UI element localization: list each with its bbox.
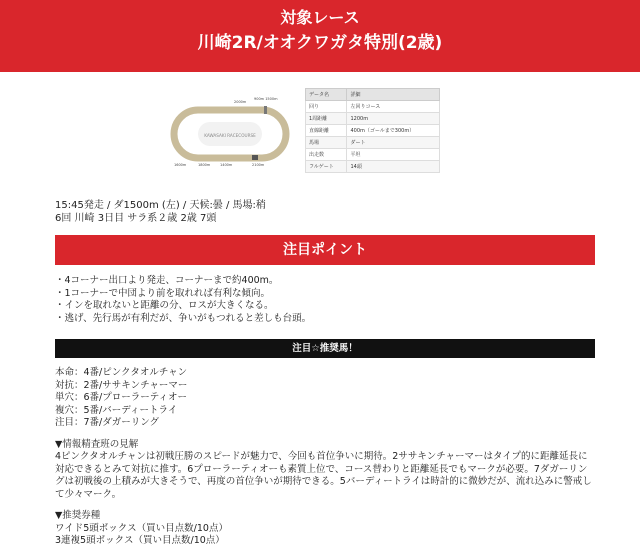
course-section: [0, 86, 640, 186]
analysis-heading: ▼情報精査班の見解: [55, 438, 139, 450]
info-cell: 1200m: [347, 113, 440, 125]
info-cell: 馬場: [306, 137, 347, 149]
list-item: 本命：4番/ピンクタオルチャン: [55, 367, 188, 378]
race-title: 川崎2R/オオクワガタ特別(2歳): [197, 33, 443, 53]
list-item: 複穴：5番/バーディートライ: [55, 404, 178, 416]
info-cell: 1周距離: [306, 113, 347, 125]
marker-2100m: 2100m: [252, 163, 265, 167]
info-cell: 出走数: [306, 149, 347, 161]
info-cell: 回り: [306, 101, 347, 113]
info-cell: 左回りコース: [347, 101, 440, 113]
analysis-text: 4ピンクタオルチャンは初戦圧勝のスピードが魅力で、今回も首位争いに期待。2ササキンチャーマーはタイプ的に距離延長に対応できるとみて対抗に推す。6プローラーティオーも素質上位で、コース替わりと距離延長でもマークが必要。7ダガーリングは初戦後の上積みが大きそうで、再度の首位争いが期待できる。5バーディートライは時計的に微妙だが、流れ込みに警戒して少々マーク。: [55, 451, 592, 500]
list-item: ・4コーナー出口より発走、コーナーまで約400m。: [55, 275, 279, 286]
goal-post-icon: [264, 106, 267, 114]
course-info-table: [305, 88, 440, 173]
info-cell: ダート: [347, 137, 440, 149]
table-row: [306, 101, 440, 113]
race-meta: 6回 川崎 3日目 サラ系２歳 2歳 7頭: [55, 213, 217, 224]
list-item: ・1コーナーで中団より前を取れれば有利な傾向。: [55, 287, 271, 299]
header-label: 対象レース: [280, 8, 360, 27]
track-name: KAWASAKI RACECOURSE: [204, 133, 256, 138]
race-conditions: 15:45発走 / ダ1500m (左) / 天候:曇 / 馬場:稍: [55, 200, 266, 211]
info-header-name: データ名: [306, 89, 347, 101]
recommend-picks: [55, 367, 640, 430]
marker-1400m: 1400m: [220, 163, 233, 167]
table-row: [306, 137, 440, 149]
info-cell: フルゲート: [306, 161, 347, 173]
marker-1600m: 1600m: [174, 163, 187, 167]
course-map: [168, 96, 296, 168]
marker-1800m: 1800m: [198, 163, 211, 167]
info-cell: 平坦: [347, 149, 440, 161]
list-item: 単穴：6番/プローラーティオー: [55, 392, 187, 403]
recommend-heading: 注目☆推奨馬！: [55, 339, 595, 358]
table-row: [306, 161, 440, 173]
bets-list: [55, 523, 640, 548]
table-row: [306, 149, 440, 161]
start-gate-icon: [252, 155, 258, 160]
marker-2000m: 2000m: [234, 100, 247, 104]
table-row: [306, 125, 440, 137]
bets-heading: ▼推奨券種: [55, 510, 101, 521]
attention-heading: 注目ポイント: [55, 235, 595, 265]
table-row: [306, 113, 440, 125]
info-header-detail: 詳細: [347, 89, 440, 101]
list-item: ・インを取れないと距離の分、ロスが大きくなる。: [55, 300, 274, 311]
list-item: 対抗：2番/ササキンチャーマー: [55, 379, 188, 391]
marker-900m: 900m 1500m: [254, 97, 278, 101]
list-item: ・逃げ、先行馬が有利だが、争いがもつれると差しも台頭。: [55, 312, 312, 324]
attention-points: [55, 275, 640, 325]
list-item: ワイド5頭ボックス（買い目点数/10点）: [55, 522, 228, 534]
list-item: 3連複5頭ボックス（買い目点数/10点）: [55, 535, 225, 546]
info-cell: 14頭: [347, 161, 440, 173]
info-cell: 400m（ゴールまで300m）: [347, 125, 440, 137]
info-cell: 直線距離: [306, 125, 347, 137]
race-info: [55, 199, 640, 225]
race-header: [0, 0, 640, 72]
list-item: 注目：7番/ダガーリング: [55, 417, 160, 428]
